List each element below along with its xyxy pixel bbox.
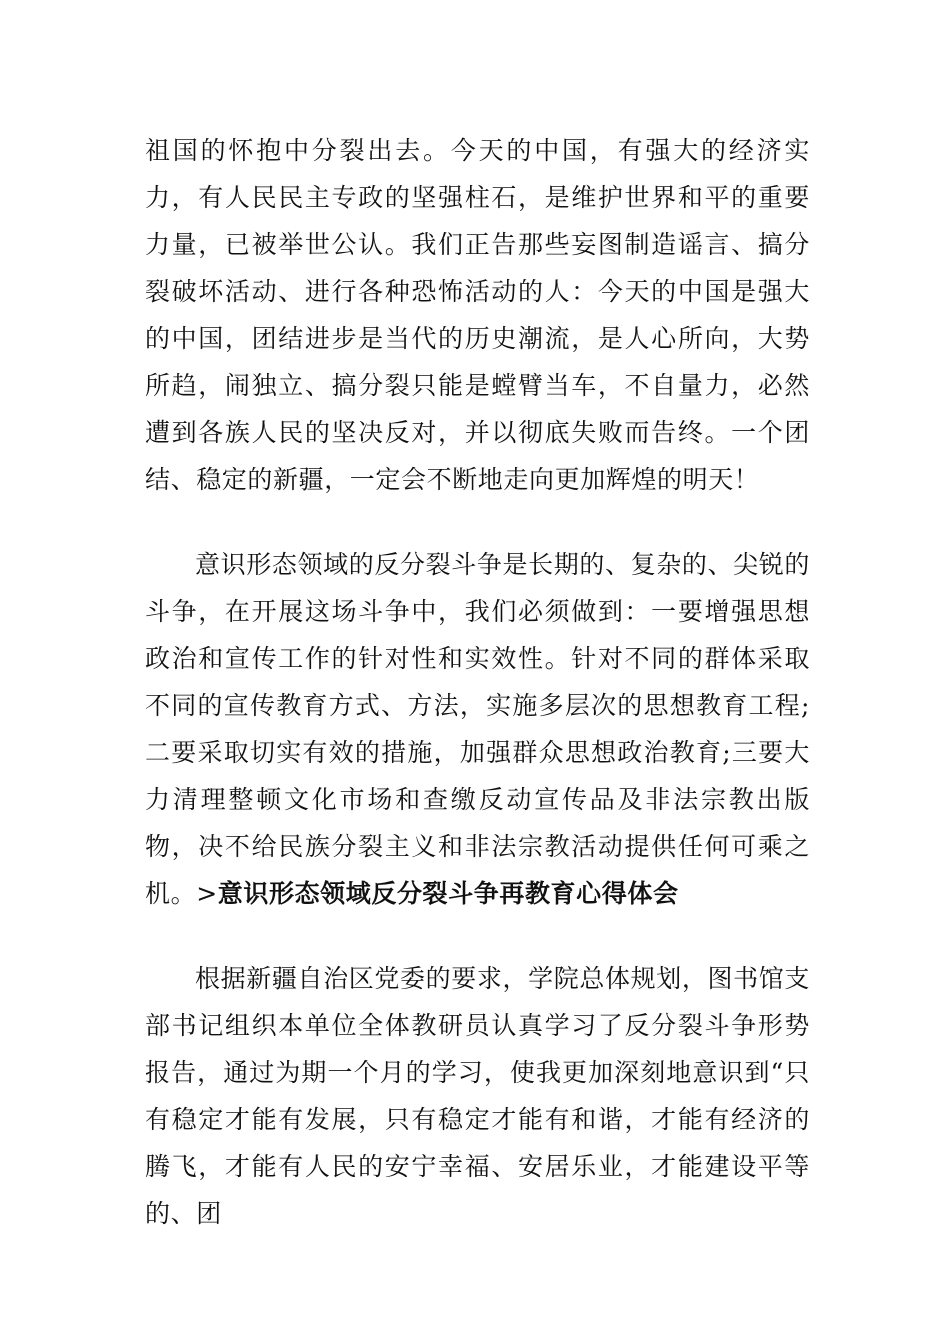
section-heading: 意识形态领域反分裂斗争再教育心得体会: [217, 879, 679, 908]
paragraph-2-text: 意识形态领域的反分裂斗争是长期的、复杂的、尖锐的斗争，在开展这场斗争中，我们必须做到：一要增强思想政治和宣传工作的针对性和实效性。针对不同的群体采取不同的宣传教育方式、方法，实施多层次的思想教育工程;二要采取切实有效的措施，加强群众思想政治教育;三要大力清理整顿文化市场和查缴反动宣传品及非法宗教出版物，决不给民族分裂主义和非法宗教活动提供任何可乘之机。>: [145, 550, 810, 908]
paragraph-3: [145, 955, 810, 1237]
paragraph-1-text: 祖国的怀抱中分裂出去。今天的中国，有强大的经济实力，有人民民主专政的坚强柱石，是维护世界和平的重要力量，已被举世公认。我们正告那些妄图制造谣言、搞分裂破坏活动、进行各种恐怖活动的人：今天的中国是强大的中国，团结进步是当代的历史潮流，是人心所向，大势所趋，闹独立、搞分裂只能是螳臂当车，不自量力，必然遭到各族人民的坚决反对，并以彻底失败而告终。一个团结、稳定的新疆，一定会不断地走向更加辉煌的明天！: [145, 136, 810, 494]
paragraph-3-text: 根据新疆自治区党委的要求，学院总体规划，图书馆支部书记组织本单位全体教研员认真学习了反分裂斗争形势报告，通过为期一个月的学习，使我更加深刻地意识到“只有稳定才能有发展，只有稳定才能有和谐，才能有经济的腾飞，才能有人民的安宁幸福、安居乐业，才能建设平等的、团: [145, 964, 810, 1228]
paragraph-gap: [145, 503, 810, 541]
document-body: [145, 127, 810, 1237]
paragraph-1: [145, 127, 810, 503]
paragraph-2: [145, 541, 810, 917]
paragraph-gap: [145, 917, 810, 955]
